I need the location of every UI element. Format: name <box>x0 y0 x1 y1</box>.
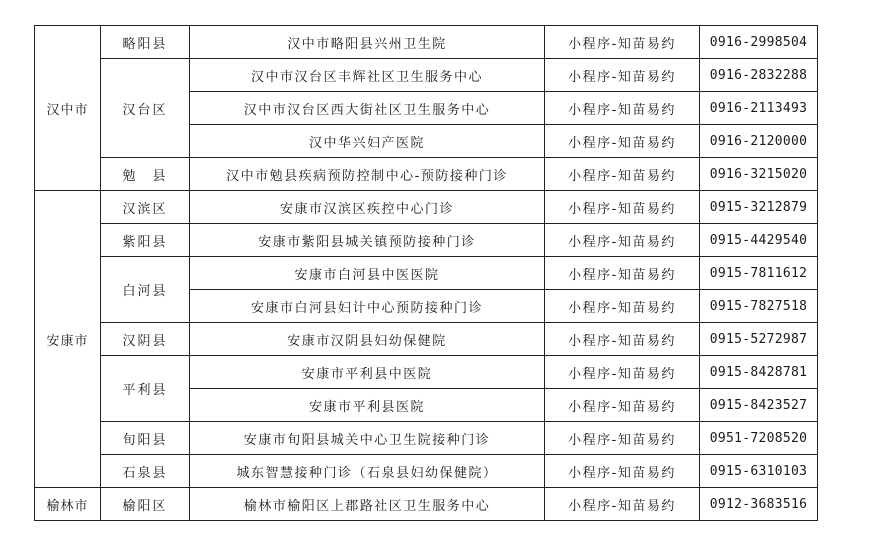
booking-channel-cell: 小程序-知苗易约 <box>545 26 700 59</box>
site-name-cell: 安康市白河县妇计中心预防接种门诊 <box>190 290 545 323</box>
phone-cell: 0915-6310103 <box>700 455 818 488</box>
phone-cell: 0915-5272987 <box>700 323 818 356</box>
site-name-cell: 安康市旬阳县城关中心卫生院接种门诊 <box>190 422 545 455</box>
phone-cell: 0912-3683516 <box>700 488 818 521</box>
site-name-cell: 榆林市榆阳区上郡路社区卫生服务中心 <box>190 488 545 521</box>
phone-cell: 0916-2832288 <box>700 59 818 92</box>
phone-cell: 0916-2998504 <box>700 26 818 59</box>
county-cell: 汉阴县 <box>101 323 190 356</box>
county-cell: 略阳县 <box>101 26 190 59</box>
booking-channel-cell: 小程序-知苗易约 <box>545 257 700 290</box>
phone-cell: 0915-8428781 <box>700 356 818 389</box>
booking-channel-cell: 小程序-知苗易约 <box>545 125 700 158</box>
phone-cell: 0916-2120000 <box>700 125 818 158</box>
county-cell: 榆阳区 <box>101 488 190 521</box>
booking-channel-cell: 小程序-知苗易约 <box>545 389 700 422</box>
table-row <box>35 455 818 488</box>
site-name-cell: 汉中市勉县疾病预防控制中心-预防接种门诊 <box>190 158 545 191</box>
booking-channel-cell: 小程序-知苗易约 <box>545 356 700 389</box>
booking-channel-cell: 小程序-知苗易约 <box>545 455 700 488</box>
booking-channel-cell: 小程序-知苗易约 <box>545 59 700 92</box>
phone-cell: 0915-7811612 <box>700 257 818 290</box>
city-cell: 安康市 <box>35 191 101 488</box>
site-name-cell: 汉中市略阳县兴州卫生院 <box>190 26 545 59</box>
city-cell: 榆林市 <box>35 488 101 521</box>
county-cell: 平利县 <box>101 356 190 422</box>
site-name-cell: 安康市平利县医院 <box>190 389 545 422</box>
phone-cell: 0915-4429540 <box>700 224 818 257</box>
vaccination-sites-table <box>34 25 818 521</box>
table-body <box>35 26 818 521</box>
site-name-cell: 汉中市汉台区西大街社区卫生服务中心 <box>190 92 545 125</box>
booking-channel-cell: 小程序-知苗易约 <box>545 158 700 191</box>
table-row <box>35 191 818 224</box>
phone-cell: 0915-8423527 <box>700 389 818 422</box>
county-cell: 勉 县 <box>101 158 190 191</box>
site-name-cell: 安康市紫阳县城关镇预防接种门诊 <box>190 224 545 257</box>
phone-cell: 0916-3215020 <box>700 158 818 191</box>
site-name-cell: 城东智慧接种门诊（石泉县妇幼保健院） <box>190 455 545 488</box>
table-row <box>35 323 818 356</box>
county-cell: 石泉县 <box>101 455 190 488</box>
city-cell: 汉中市 <box>35 26 101 191</box>
phone-cell: 0951-7208520 <box>700 422 818 455</box>
booking-channel-cell: 小程序-知苗易约 <box>545 422 700 455</box>
table-row <box>35 59 818 92</box>
booking-channel-cell: 小程序-知苗易约 <box>545 290 700 323</box>
booking-channel-cell: 小程序-知苗易约 <box>545 224 700 257</box>
county-cell: 汉滨区 <box>101 191 190 224</box>
table-row <box>35 224 818 257</box>
table-row <box>35 257 818 290</box>
booking-channel-cell: 小程序-知苗易约 <box>545 191 700 224</box>
county-cell: 汉台区 <box>101 59 190 158</box>
phone-cell: 0915-3212879 <box>700 191 818 224</box>
site-name-cell: 汉中市汉台区丰辉社区卫生服务中心 <box>190 59 545 92</box>
table-row <box>35 158 818 191</box>
table-row <box>35 26 818 59</box>
booking-channel-cell: 小程序-知苗易约 <box>545 323 700 356</box>
site-name-cell: 安康市平利县中医院 <box>190 356 545 389</box>
site-name-cell: 安康市汉阴县妇幼保健院 <box>190 323 545 356</box>
table-row <box>35 422 818 455</box>
table-row <box>35 488 818 521</box>
phone-cell: 0915-7827518 <box>700 290 818 323</box>
booking-channel-cell: 小程序-知苗易约 <box>545 92 700 125</box>
site-name-cell: 安康市白河县中医医院 <box>190 257 545 290</box>
site-name-cell: 汉中华兴妇产医院 <box>190 125 545 158</box>
county-cell: 旬阳县 <box>101 422 190 455</box>
site-name-cell: 安康市汉滨区疾控中心门诊 <box>190 191 545 224</box>
booking-channel-cell: 小程序-知苗易约 <box>545 488 700 521</box>
county-cell: 紫阳县 <box>101 224 190 257</box>
phone-cell: 0916-2113493 <box>700 92 818 125</box>
table-row <box>35 356 818 389</box>
county-cell: 白河县 <box>101 257 190 323</box>
